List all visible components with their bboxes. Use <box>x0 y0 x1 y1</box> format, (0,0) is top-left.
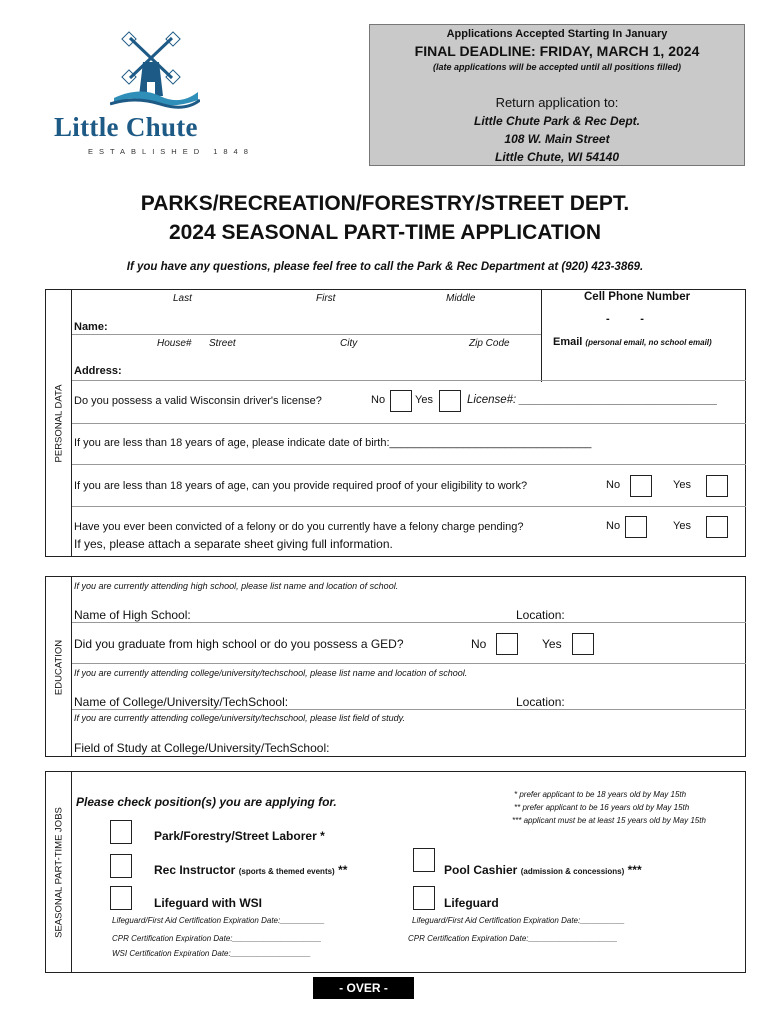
license-yes-label: Yes <box>415 394 433 406</box>
personal-data-label: PERSONAL DATA <box>53 384 65 463</box>
logo-established: ESTABLISHED 1848 <box>88 147 254 156</box>
rec-instructor-star: ** <box>338 863 348 877</box>
laborer-label: Park/Forestry/Street Laborer * <box>154 829 325 843</box>
col-middle: Middle <box>446 293 476 304</box>
felony-yes-checkbox[interactable] <box>706 516 728 538</box>
col-street: Street <box>209 338 236 349</box>
proof-yes-label: Yes <box>673 479 691 491</box>
hs-name-label: Name of High School: <box>74 608 191 622</box>
lifeguard-checkbox[interactable] <box>413 886 435 910</box>
cert-wsi[interactable]: WSI Certification Expiration Date:__________________ <box>112 949 311 958</box>
felony-question: Have you ever been convicted of a felony or do you currently have a felony charge pending? <box>74 521 524 533</box>
age-note-1: * prefer applicant to be 18 years old by May 15th <box>514 790 687 799</box>
dob-question[interactable]: If you are less than 18 years of age, please indicate date of birth:_________________________________ <box>74 437 592 449</box>
laborer-checkbox[interactable] <box>110 820 132 844</box>
ged-yes-checkbox[interactable] <box>572 633 594 655</box>
rec-instructor-checkbox[interactable] <box>110 854 132 878</box>
education-section <box>45 576 746 757</box>
over-label: - OVER - <box>313 977 414 999</box>
college-name-label: Name of College/University/TechSchool: <box>74 695 289 709</box>
col-city: City <box>340 338 358 349</box>
college-name-input[interactable] <box>301 683 511 707</box>
jobs-label: SEASONAL PART-TIME JOBS <box>53 807 65 938</box>
cert-lifeguard[interactable]: Lifeguard/First Aid Certification Expiration Date:__________ <box>412 916 625 925</box>
return-to: Return application to: <box>495 95 619 110</box>
license-number-field[interactable]: License#: _______________________________ <box>467 394 718 406</box>
proof-no-label: No <box>606 479 621 491</box>
jobs-section <box>45 771 746 973</box>
email-input[interactable] <box>551 352 741 378</box>
felony-no-label: No <box>606 520 621 532</box>
field-of-study-input[interactable] <box>346 729 741 753</box>
page-subtitle: 2024 SEASONAL PART-TIME APPLICATION <box>168 221 602 244</box>
col-house: House# <box>157 338 192 349</box>
col-last: Last <box>173 293 192 304</box>
ged-question: Did you graduate from high school or do you possess a GED? <box>74 637 404 651</box>
education-label: EDUCATION <box>53 639 65 696</box>
logo <box>52 30 262 165</box>
ged-yes-label: Yes <box>542 637 562 651</box>
return-address-3: Little Chute, WI 54140 <box>494 150 620 164</box>
lifeguard-wsi-checkbox[interactable] <box>110 886 132 910</box>
accepted-text: Applications Accepted Starting In January <box>446 28 668 40</box>
email-label <box>553 336 712 348</box>
pool-cashier-note: (admission & concessions) <box>520 867 625 876</box>
personal-data-section <box>45 289 746 557</box>
cert-cpr-wsi[interactable]: CPR Certification Expiration Date:____________________ <box>112 934 322 943</box>
address-input[interactable] <box>136 352 536 378</box>
questions-line: If you have any questions, please feel free to call the Park & Rec Department at (920) 423-3869. <box>126 261 644 273</box>
col-first: First <box>316 293 336 304</box>
license-yes-checkbox[interactable] <box>439 390 461 412</box>
return-address-2: 108 W. Main Street <box>504 132 610 146</box>
rec-instructor-label <box>154 863 347 877</box>
pool-cashier-checkbox[interactable] <box>413 848 435 872</box>
pool-cashier-star: *** <box>627 863 642 877</box>
field-note: If you are currently attending college/university/techschool, please list field of study. <box>74 713 406 723</box>
hs-location-label: Location: <box>516 608 565 622</box>
cell-phone-input[interactable]: - - <box>606 313 644 325</box>
col-zip: Zip Code <box>469 338 510 349</box>
felony-note: If yes, please attach a separate sheet giving full information. <box>74 537 393 551</box>
hs-note: If you are currently attending high school, please list name and location of school. <box>74 581 399 591</box>
deadline-text: FINAL DEADLINE: FRIDAY, MARCH 1, 2024 <box>414 43 700 59</box>
name-input[interactable] <box>131 308 536 332</box>
hs-name-input[interactable] <box>198 597 508 621</box>
cert-cpr[interactable]: CPR Certification Expiration Date:____________________ <box>408 934 618 943</box>
proof-yes-checkbox[interactable] <box>706 475 728 497</box>
license-question: Do you possess a valid Wisconsin driver's license? <box>74 395 322 407</box>
license-no-label: No <box>371 394 386 406</box>
felony-no-checkbox[interactable] <box>625 516 647 538</box>
cert-lifeguard-wsi[interactable]: Lifeguard/First Aid Certification Expiration Date:__________ <box>112 916 325 925</box>
college-note: If you are currently attending college/university/techschool, please list name and location of school. <box>74 668 468 678</box>
proof-question: If you are less than 18 years of age, can you provide required proof of your eligibility to work? <box>74 480 528 492</box>
name-label: Name: <box>74 321 108 333</box>
hs-location-input[interactable] <box>571 597 741 621</box>
college-location-label: Location: <box>516 695 565 709</box>
license-no-checkbox[interactable] <box>390 390 412 412</box>
proof-no-checkbox[interactable] <box>630 475 652 497</box>
pool-cashier-label <box>444 863 642 877</box>
ged-no-label: No <box>471 637 487 651</box>
field-of-study-label: Field of Study at College/University/TechSchool: <box>74 741 330 755</box>
age-note-2: ** prefer applicant to be 16 years old by May 15th <box>514 803 690 812</box>
pool-cashier-text: Pool Cashier <box>444 863 518 877</box>
address-label: Address: <box>74 365 122 377</box>
page-title: PARKS/RECREATION/FORESTRY/STREET DEPT. <box>140 192 630 215</box>
age-note-3: *** applicant must be at least 15 years old by May 15th <box>512 816 706 825</box>
cell-phone-label: Cell Phone Number <box>584 291 691 303</box>
windmill-icon <box>110 30 200 112</box>
deadline-box <box>369 24 745 166</box>
rec-instructor-text: Rec Instructor <box>154 863 236 877</box>
felony-yes-label: Yes <box>673 520 691 532</box>
lifeguard-wsi-label: Lifeguard with WSI <box>154 896 262 910</box>
late-note: (late applications will be accepted until all positions filled) <box>432 62 682 72</box>
return-address-1: Little Chute Park & Rec Dept. <box>473 114 641 128</box>
logo-name: Little Chute <box>54 112 198 142</box>
ged-no-checkbox[interactable] <box>496 633 518 655</box>
email-note: (personal email, no school email) <box>585 338 712 347</box>
college-location-input[interactable] <box>571 683 741 707</box>
lifeguard-label: Lifeguard <box>444 896 499 910</box>
check-positions-label: Please check position(s) you are applying for. <box>76 795 337 809</box>
email-label-text: Email <box>553 336 583 348</box>
rec-instructor-note: (sports & themed events) <box>238 867 335 876</box>
